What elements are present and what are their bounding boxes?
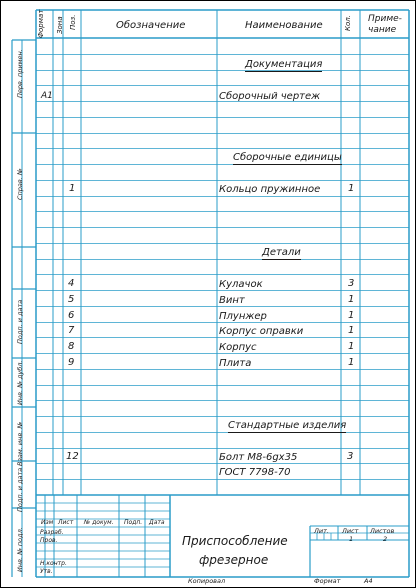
stamp-sheets-value: 2 <box>383 535 388 543</box>
row-qty: 1 <box>348 310 355 321</box>
row-name: Кулачок <box>219 279 263 290</box>
stamp-sheet-value: 1 <box>349 535 354 543</box>
header-zone: Зона <box>56 16 64 34</box>
footer-format-label: Формат <box>314 577 341 585</box>
row-format: А1 <box>41 91 53 101</box>
row-pos: 7 <box>68 325 75 336</box>
margin-vzam-inv: Взам. инв. № <box>16 421 24 466</box>
header-format: Формат <box>37 9 45 38</box>
margin-inv-podl: Инв. № подл. <box>16 527 24 572</box>
row-name: ГОСТ 7798-70 <box>219 467 291 478</box>
stamp-n-kontr: Н.контр. <box>40 560 67 567</box>
section-title: Стандартные изделия <box>228 420 347 431</box>
row-pos: 6 <box>68 310 75 321</box>
row-name: Болт М8-6gх35 <box>219 452 298 463</box>
footer-copied: Копировал <box>188 577 226 585</box>
margin-sprav: Справ. № <box>16 168 24 200</box>
footer-format-value: А4 <box>364 577 373 585</box>
header-qty: Кол. <box>344 15 352 31</box>
stamp-izm: Изм <box>41 519 54 526</box>
stamp-list: Лист <box>58 519 74 526</box>
stamp-sheet-label: Лист <box>342 527 359 535</box>
header-designation: Обозначение <box>116 20 186 31</box>
row-pos: 12 <box>66 451 79 462</box>
stamp-data: Дата <box>149 519 165 526</box>
row-pos: 1 <box>69 183 76 194</box>
document-title: Приспособление <box>182 534 288 548</box>
section-title: Детали <box>262 247 301 258</box>
row-qty: 3 <box>347 451 354 462</box>
stamp-prov: Пров. <box>40 537 58 544</box>
document-title: фрезерное <box>199 553 269 567</box>
header-note: Приме- чание <box>368 14 402 35</box>
row-pos: 5 <box>68 294 75 305</box>
row-qty: 1 <box>348 183 355 194</box>
row-qty: 1 <box>348 341 355 352</box>
row-name: Корпус <box>219 342 257 353</box>
stamp-sheets-label: Листов <box>370 527 395 535</box>
row-pos: 4 <box>68 278 75 289</box>
row-pos: 8 <box>68 341 75 352</box>
stamp-podp: Подп. <box>124 519 143 526</box>
stamp-n-dokum: № докум. <box>84 519 114 526</box>
row-qty: 1 <box>348 357 355 368</box>
row-pos: 9 <box>68 357 75 368</box>
margin-perv-primen: Перв. примен. <box>16 49 24 98</box>
header-name: Наименование <box>245 20 323 31</box>
header-pos: Поз. <box>69 14 77 30</box>
margin-podp-data-1: Подп. и дата <box>16 299 24 344</box>
stamp-razrab: Разраб. <box>40 529 64 536</box>
stamp-utv: Утв. <box>40 568 53 575</box>
row-name: Плунжер <box>219 311 267 322</box>
margin-podp-data-2: Подп. и дата <box>16 467 24 512</box>
margin-inv-dubl: Инв. № дубл. <box>16 360 24 405</box>
row-name: Плита <box>219 358 252 369</box>
section-title: Сборочные единицы <box>233 152 342 163</box>
row-qty: 1 <box>348 325 355 336</box>
row-name: Корпус оправки <box>219 326 304 337</box>
section-title: Документация <box>245 59 323 70</box>
row-qty: 3 <box>348 278 355 289</box>
stamp-lit: Лит. <box>314 527 329 535</box>
row-name: Кольцо пружинное <box>219 184 321 195</box>
row-name: Сборочный чертеж <box>219 91 321 102</box>
row-qty: 1 <box>348 294 355 305</box>
row-name: Винт <box>219 295 245 306</box>
